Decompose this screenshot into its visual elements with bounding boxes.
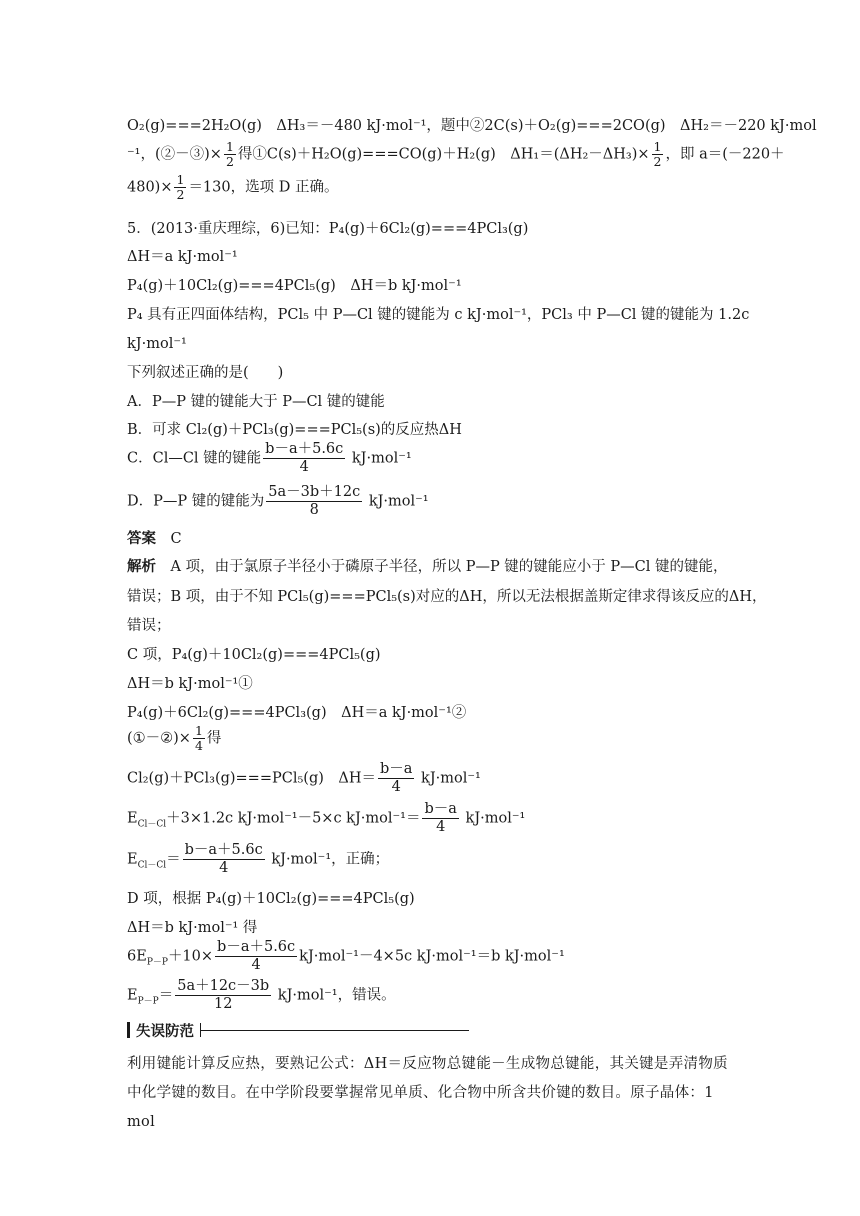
text-line: D 项，根据 P₄(g)＋10Cl₂(g)===4PCl₅(g) xyxy=(127,891,415,907)
section-title: 失误防范 xyxy=(136,1023,194,1040)
explanation-line xyxy=(127,558,728,576)
option-b: B．可求 Cl₂(g)＋PCl₃(g)===PCl₅(s)的反应热ΔH xyxy=(127,422,462,438)
fraction-denominator: 4 xyxy=(391,779,401,795)
fraction-denominator: 4 xyxy=(251,957,261,973)
text-segment: E xyxy=(127,810,138,827)
subscript: P－P xyxy=(137,996,159,1007)
text-line: P₄(g)＋10Cl₂(g)===4PCl₅(g) ΔH＝b kJ·mol⁻¹ xyxy=(127,278,462,294)
option-d xyxy=(127,484,429,519)
text-segment: E xyxy=(127,851,138,868)
text-segment: D．P—P 键的键能为 xyxy=(127,493,265,510)
text-segment: E xyxy=(127,987,138,1004)
fraction xyxy=(175,978,271,1013)
fraction-numerator: 5a＋12c－3b xyxy=(177,978,270,994)
text-segment: ，即 a＝(－220＋ xyxy=(665,146,785,163)
fraction xyxy=(183,842,265,877)
text-line: C 项，P₄(g)＋10Cl₂(g)===4PCl₅(g) xyxy=(127,647,381,663)
text-line: O₂(g)===2H₂O(g) ΔH₃＝－480 kJ·mol⁻¹，题中②2C(s)＋O₂(g)===2CO(g) ΔH₂＝－220 kJ·mol xyxy=(127,118,817,134)
section-bar-marker xyxy=(127,1022,130,1038)
text-segment: ⁻¹，(②－③)× xyxy=(127,146,222,163)
text-segment: ＋3×1.2c kJ·mol⁻¹－5×c kJ·mol⁻¹＝ xyxy=(166,810,421,827)
fraction xyxy=(215,939,297,974)
text-line: 错误；B 项，由于不知 PCl₅(g)===PCl₅(s)对应的ΔH，所以无法根据盖斯定律求得该反应的ΔH， xyxy=(127,589,767,605)
option-a: A．P—P 键的键能大于 P—Cl 键的键能 xyxy=(127,394,385,410)
fraction-numerator: 1 xyxy=(194,723,203,738)
text-line: ΔH＝b kJ·mol⁻¹ 得 xyxy=(127,920,258,936)
text-line xyxy=(127,761,481,796)
text-segment: C．Cl—Cl 键的键能 xyxy=(127,450,262,467)
fraction xyxy=(378,761,414,796)
fraction-numerator: b－a＋5.6c xyxy=(184,842,263,858)
fraction-numerator: 1 xyxy=(176,172,185,187)
question-title: 5．(2013·重庆理综，6)已知：P₄(g)＋6Cl₂(g)===4PCl₃(g) xyxy=(127,221,529,237)
fraction xyxy=(193,724,205,753)
subscript: Cl－Cl xyxy=(137,819,167,830)
fraction xyxy=(266,484,362,519)
text-segment: kJ·mol⁻¹ xyxy=(421,770,481,787)
text-segment: kJ·mol⁻¹ xyxy=(368,493,429,510)
fraction-numerator: b－a xyxy=(424,801,457,817)
fraction-denominator: 2 xyxy=(225,154,234,169)
fraction-denominator: 4 xyxy=(219,860,229,876)
text-segment: ＋10× xyxy=(167,948,214,965)
explanation-label: 解析 xyxy=(127,558,156,575)
fraction-numerator: b－a＋5.6c xyxy=(217,939,296,955)
text-segment: A 项，由于氯原子半径小于磷原子半径，所以 P—P 键的键能应小于 P—Cl 键的键能， xyxy=(170,559,728,575)
text-line: P₄ 具有正四面体结构，PCl₅ 中 P—Cl 键的键能为 c kJ·mol⁻¹，PCl₃ 中 P—Cl 键的键能为 1.2c xyxy=(127,307,750,323)
text-line xyxy=(127,801,525,836)
text-segment: 480)× xyxy=(127,179,173,196)
text-segment: kJ·mol⁻¹，错误。 xyxy=(277,987,396,1004)
text-line: 错误； xyxy=(127,618,171,634)
fraction xyxy=(174,173,186,202)
section-header xyxy=(127,1020,469,1040)
fraction-numerator: 5a－3b＋12c xyxy=(268,484,361,500)
fraction-denominator: 4 xyxy=(194,738,203,753)
section-rule xyxy=(200,1023,469,1037)
text-line xyxy=(127,978,396,1013)
fraction-numerator: b－a xyxy=(380,761,413,777)
text-segment: kJ·mol⁻¹ xyxy=(465,810,526,827)
fraction-numerator: 1 xyxy=(653,139,662,154)
tip-paragraph: 利用键能计算反应热，要熟记公式：ΔH＝反应物总键能－生成物总键能，其关键是弄清物质中化学键的数目。在中学阶段要掌握常见单质、化合物中所含共价键的数目。原子晶体：1 mol xyxy=(127,1056,728,1130)
option-c xyxy=(127,441,412,476)
text-segment: ＝130，选项 D 正确。 xyxy=(188,179,339,196)
text-line xyxy=(127,939,565,974)
text-segment: ＝ xyxy=(158,987,174,1004)
fraction xyxy=(422,801,458,836)
subscript: P－P xyxy=(146,957,168,968)
text-line xyxy=(127,724,221,753)
fraction-denominator: 2 xyxy=(176,187,185,202)
text-line: ΔH＝a kJ·mol⁻¹ xyxy=(127,249,238,265)
subscript: Cl－Cl xyxy=(137,860,167,871)
fraction-denominator: 2 xyxy=(653,154,662,169)
fraction xyxy=(224,140,236,169)
text-segment: kJ·mol⁻¹ xyxy=(351,450,412,467)
text-segment: 得 xyxy=(206,730,222,747)
text-line xyxy=(127,842,389,877)
section-rule-line xyxy=(201,1030,469,1031)
fraction-denominator: 12 xyxy=(213,996,233,1012)
question-prompt: 下列叙述正确的是( ) xyxy=(127,365,284,381)
fraction-numerator: 1 xyxy=(225,139,234,154)
answer-line xyxy=(127,530,182,548)
text-segment: kJ·mol⁻¹，正确； xyxy=(271,851,390,868)
fraction xyxy=(263,441,345,476)
text-line: P₄(g)＋6Cl₂(g)===4PCl₃(g) ΔH＝a kJ·mol⁻¹② xyxy=(127,705,467,721)
fraction-denominator: 8 xyxy=(309,502,319,518)
text-segment: 6E xyxy=(127,948,147,965)
answer-value: C xyxy=(170,531,182,547)
text-segment: 得①C(s)＋H₂O(g)===CO(g)＋H₂(g) ΔH₁＝(ΔH₂－ΔH₃)× xyxy=(237,146,650,163)
text-segment: (①－②)× xyxy=(127,730,191,747)
text-line xyxy=(127,173,338,202)
fraction-denominator: 4 xyxy=(436,819,446,835)
answer-label: 答案 xyxy=(127,530,156,547)
text-line: kJ·mol⁻¹ xyxy=(127,336,187,352)
fraction xyxy=(652,140,664,169)
text-line: ΔH＝b kJ·mol⁻¹① xyxy=(127,676,253,692)
text-line xyxy=(127,140,785,169)
text-segment: kJ·mol⁻¹－4×5c kJ·mol⁻¹＝b kJ·mol⁻¹ xyxy=(299,948,565,965)
text-segment: Cl₂(g)＋PCl₃(g)===PCl₅(g) ΔH＝ xyxy=(127,770,376,787)
fraction-numerator: b－a＋5.6c xyxy=(265,441,344,457)
fraction-denominator: 4 xyxy=(299,459,309,475)
text-segment: ＝ xyxy=(166,851,181,868)
